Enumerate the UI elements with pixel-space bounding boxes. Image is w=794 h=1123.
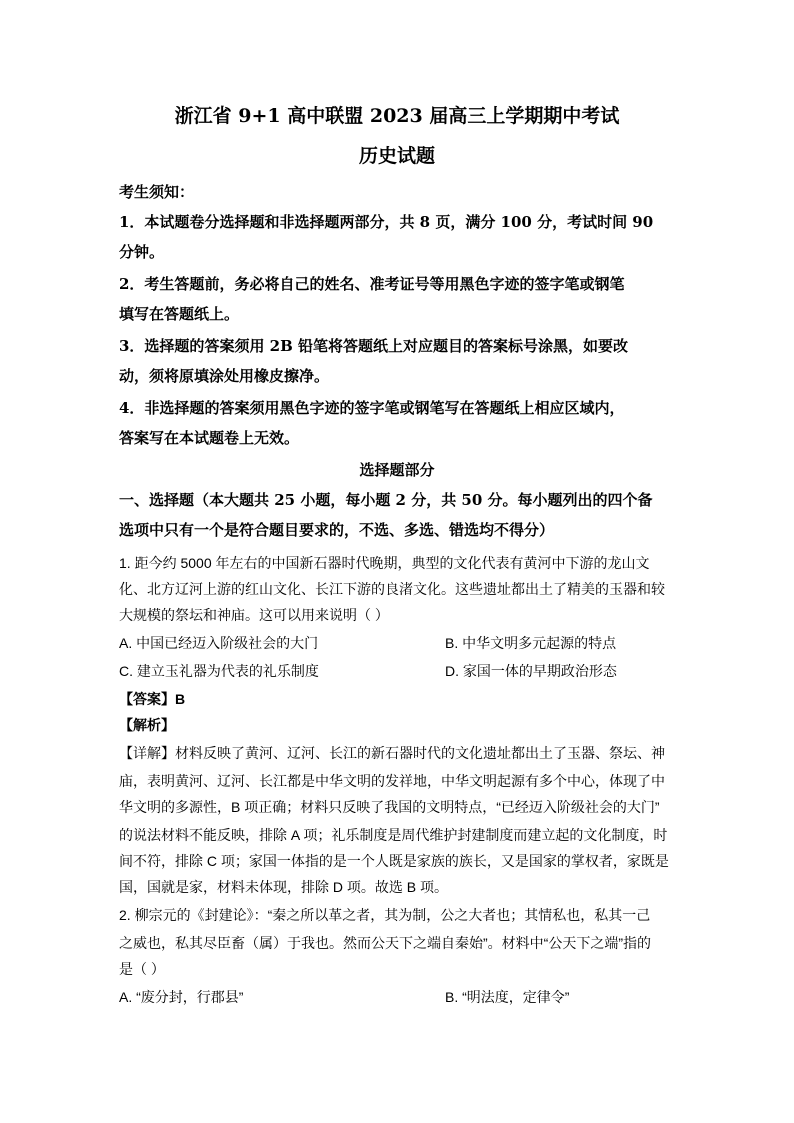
q2-stem-line: 2. 柳宗元的《封建论》：“秦之所以革之者，其为制，公之大者也；其情私也，私其一己 xyxy=(119,907,651,923)
q2-stem-line: 之威也，私其尽臣畜（属）于我也。然而公天下之端自秦始”。材料中“公天下之端”指的 xyxy=(119,935,651,951)
q1-option-c: C. 建立玉礼器为代表的礼乐制度 xyxy=(119,663,319,679)
section-intro-line: 一、选择题（本大题共 25 小题，每小题 2 分，共 50 分。每小题列出的四个备 xyxy=(119,491,653,509)
page-subtitle: 历史试题 xyxy=(358,145,435,167)
q1-detail-line: 【详解】材料反映了黄河、辽河、长江的新石器时代的文化遗址都出土了玉器、祭坛、神 xyxy=(119,745,665,761)
notice-line: 4．非选择题的答案须用黑色字迹的签字笔或钢笔写在答题纸上相应区域内， xyxy=(119,399,625,417)
notice-line: 答案写在本试题卷上无效。 xyxy=(119,429,300,447)
page-title: 浙江省 9+1 高中联盟 2023 届高三上学期期中考试 xyxy=(174,105,620,127)
q2-option-b: B. “明法度，定律令” xyxy=(445,989,570,1005)
q1-option-a: A. 中国已经迈入阶级社会的大门 xyxy=(119,635,319,651)
notice-line: 1．本试题卷分选择题和非选择题两部分，共 8 页，满分 100 分，考试时间 90 xyxy=(119,213,654,231)
notice-line: 分钟。 xyxy=(119,243,165,261)
notice-heading: 考生须知： xyxy=(119,183,195,201)
q1-detail-line: 的说法材料不能反映，排除 A 项；礼乐制度是周代维护封建制度而建立起的文化制度，时 xyxy=(119,827,668,843)
q1-detail-line: 华文明的多源性，B 项正确；材料只反映了我国的文明特点，“已经迈入阶级社会的大门” xyxy=(119,799,660,815)
q1-stem-line: 化、北方辽河上游的红山文化、长江下游的良渚文化。这些遗址都出土了精美的玉器和较 xyxy=(119,581,665,597)
q1-detail-line: 庙，表明黄河、辽河、长江都是中华文明的发祥地，中华文明起源有多个中心，体现了中 xyxy=(119,773,665,789)
notice-line: 3．选择题的答案须用 2B 铅笔将答题纸上对应题目的答案标号涂黑，如要改 xyxy=(119,337,628,355)
notice-line: 动，须将原填涂处用橡皮擦净。 xyxy=(119,367,330,385)
section-title: 选择题部分 xyxy=(359,461,435,479)
q1-detail-line: 间不符，排除 C 项；家国一体指的是一个人既是家族的族长，又是国家的掌权者，家既是 xyxy=(119,853,669,869)
q2-option-a: A. “废分封，行郡县” xyxy=(119,989,244,1005)
section-intro-line: 选项中只有一个是符合题目要求的，不选、多选、错选均不得分） xyxy=(119,521,555,539)
q1-option-b: B. 中华文明多元起源的特点 xyxy=(445,635,617,651)
notice-line: 填写在答题纸上。 xyxy=(119,305,240,323)
q1-option-d: D. 家国一体的早期政治形态 xyxy=(445,663,617,679)
q1-answer: 【答案】B xyxy=(119,691,186,707)
q2-stem-line: 是（ ） xyxy=(119,961,165,977)
q1-analysis-label: 【解析】 xyxy=(119,717,175,733)
q1-stem-line: 1. 距今约 5000 年左右的中国新石器时代晚期，典型的文化代表有黄河中下游的龙山文 xyxy=(119,555,650,571)
notice-line: 2．考生答题前，务必将自己的姓名、准考证号等用黑色字迹的签字笔或钢笔 xyxy=(119,275,625,293)
q1-detail-line: 国，国就是家，材料未体现，排除 D 项。故选 B 项。 xyxy=(119,879,449,895)
q1-stem-line: 大规模的祭坛和神庙。这可以用来说明（ ） xyxy=(119,607,389,623)
